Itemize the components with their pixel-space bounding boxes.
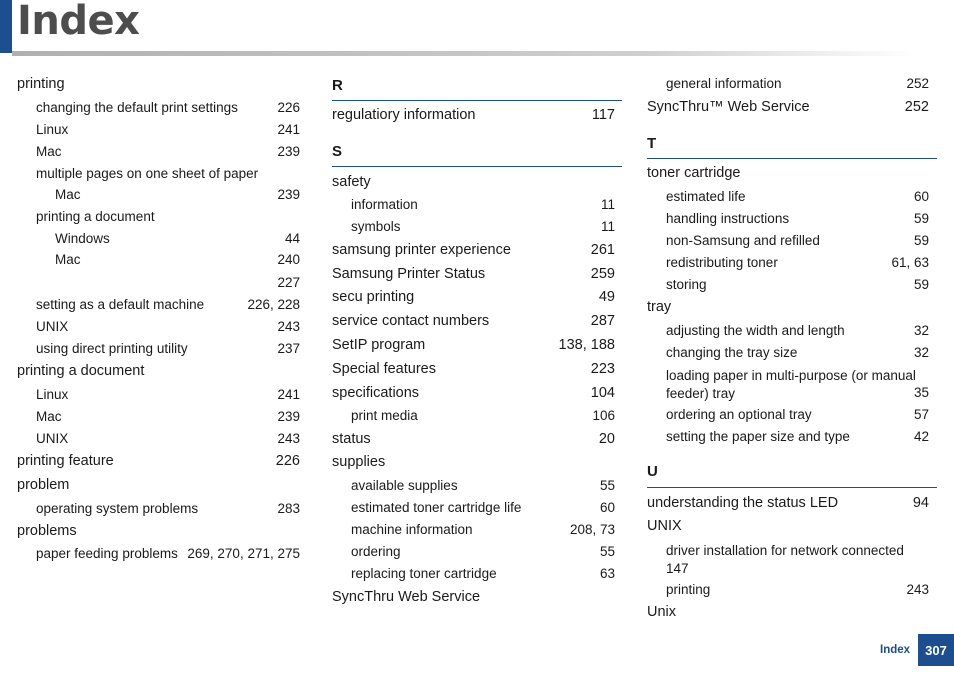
section-letter: S [332, 143, 343, 160]
index-subentry: driver installation for network connected 147 [666, 543, 904, 576]
section-letter: R [332, 77, 343, 94]
section-rule [332, 166, 622, 167]
page-number: 307 [918, 634, 954, 666]
page-title: Index [17, 0, 140, 44]
header-accent-bar [0, 0, 12, 53]
header-divider [12, 51, 917, 56]
section-letter: T [647, 135, 657, 152]
section-rule [332, 100, 622, 101]
section-rule [647, 487, 937, 488]
footer-label: Index [880, 644, 911, 656]
index-subentry: loading paper in multi-purpose (or manual feeder) tray 35 [666, 368, 929, 401]
section-letter: U [647, 463, 658, 480]
section-rule [647, 158, 937, 159]
